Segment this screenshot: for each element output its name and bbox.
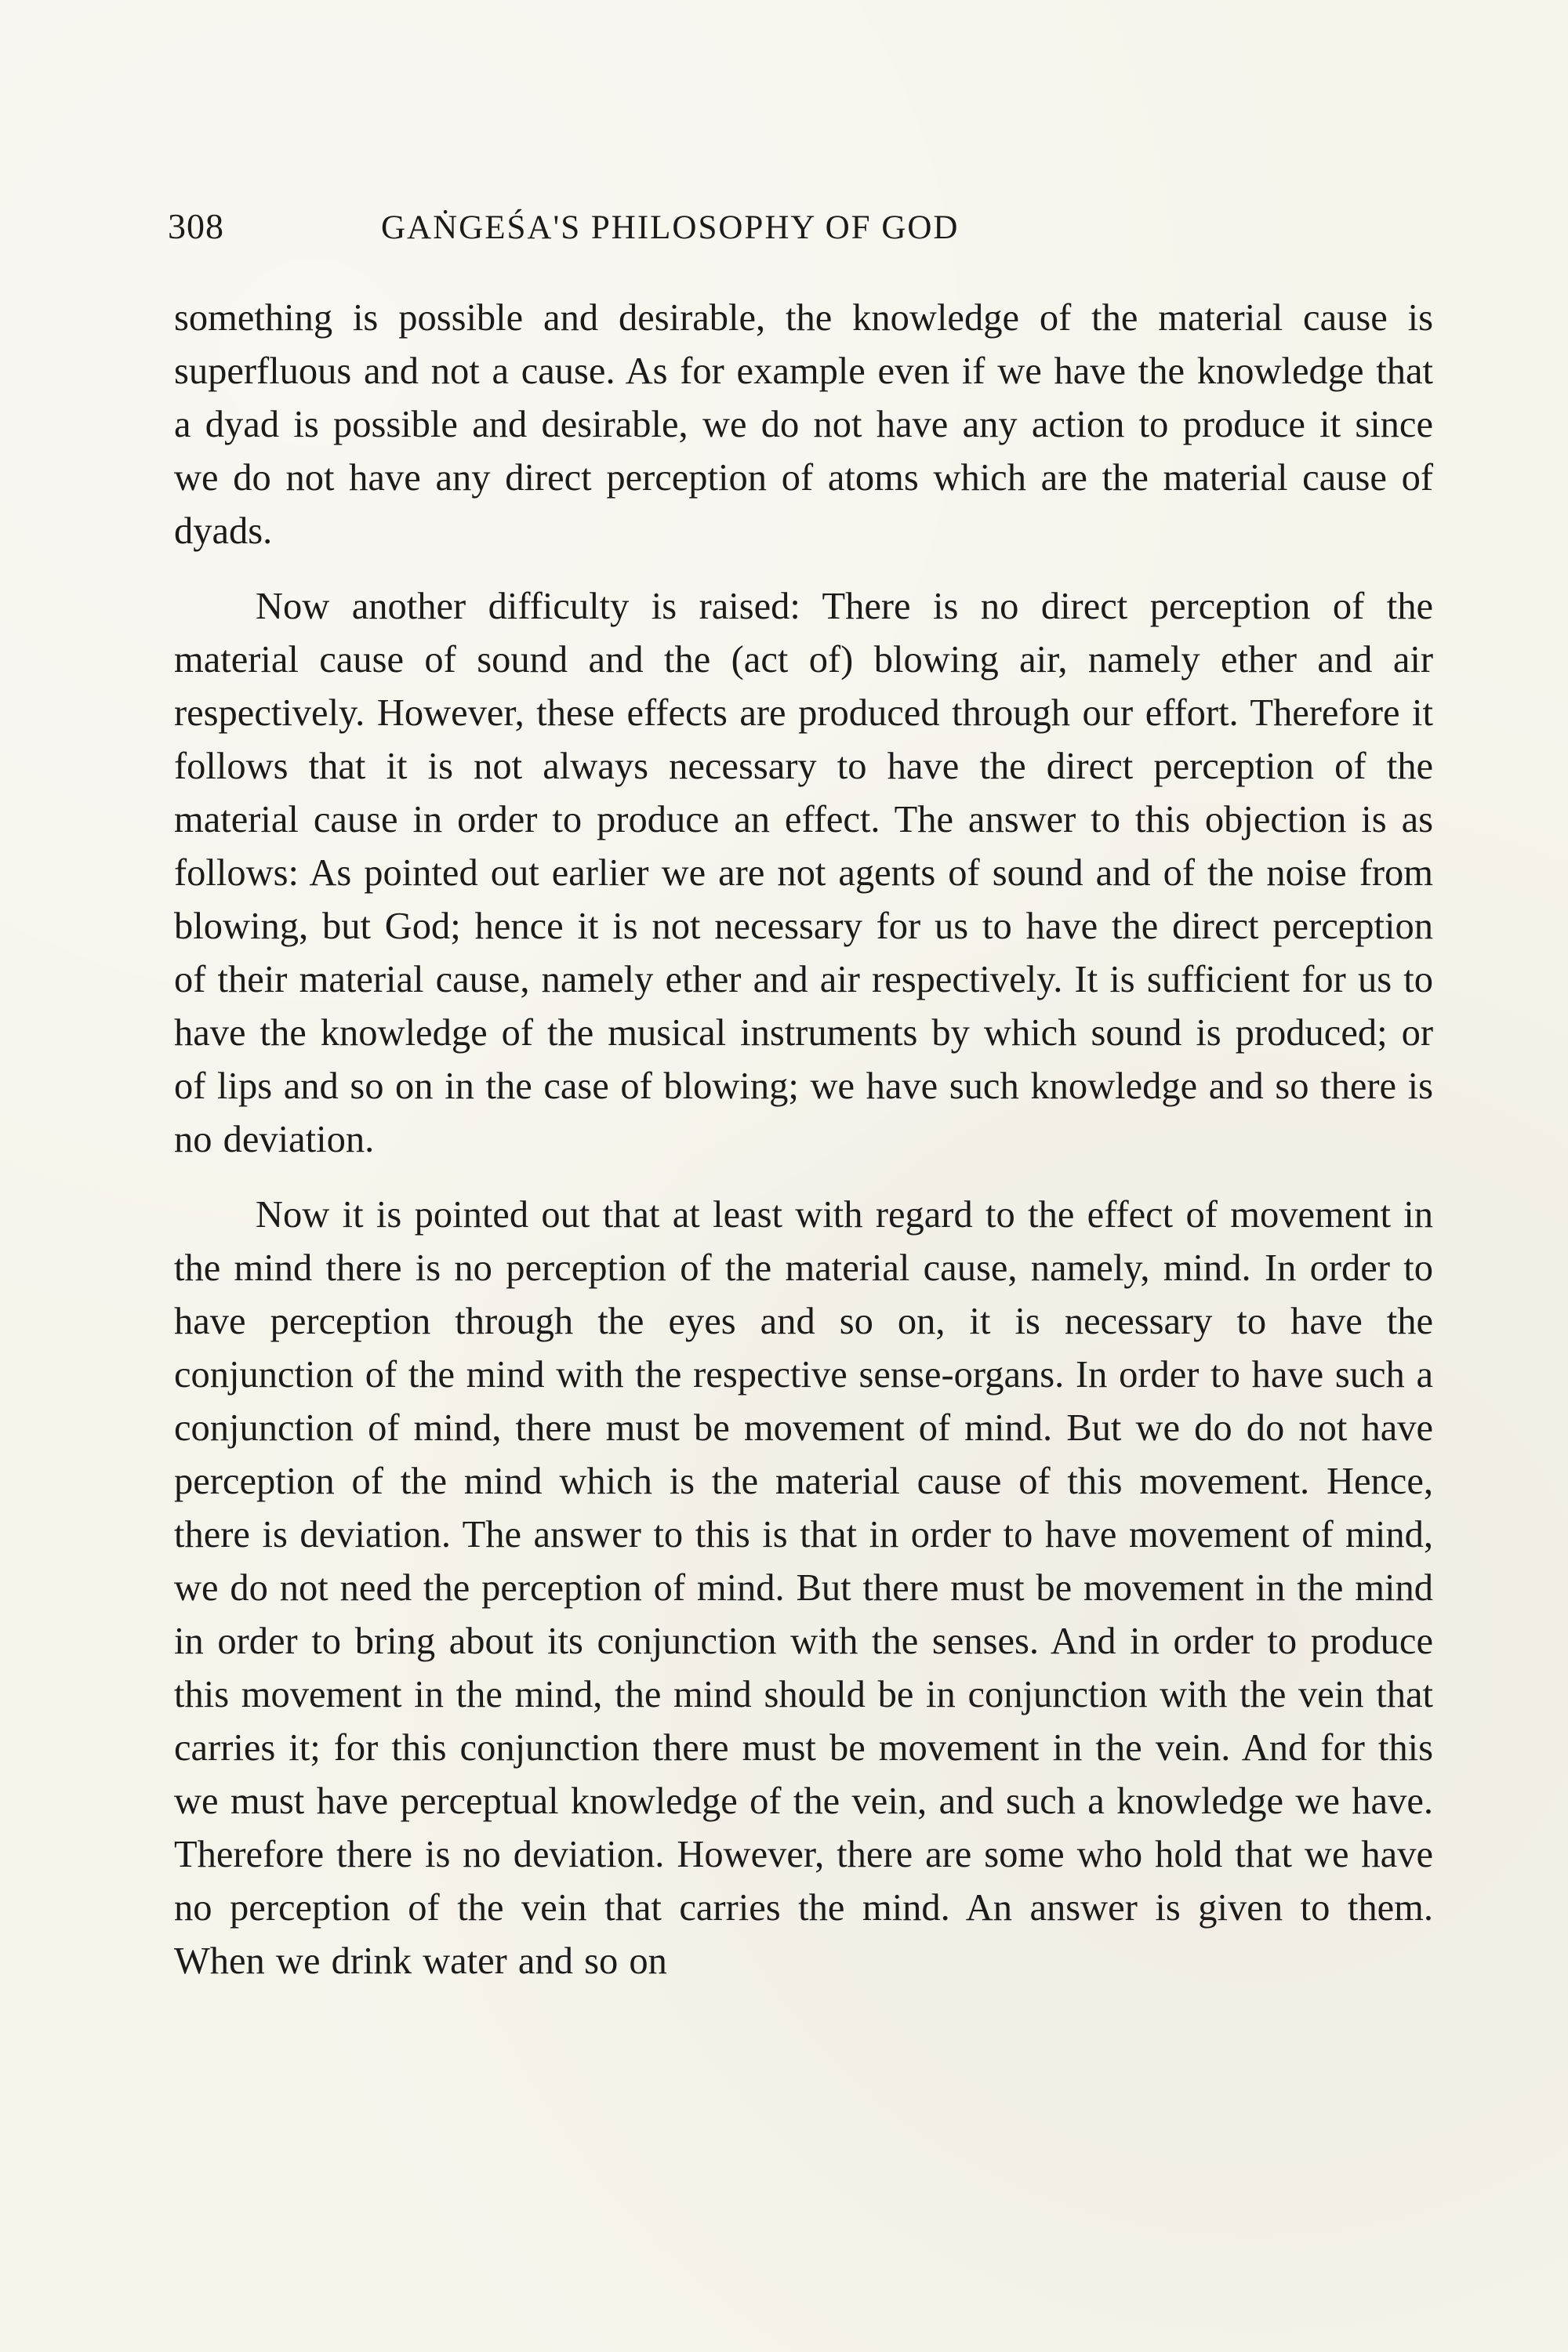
page-number: 308 bbox=[168, 206, 224, 246]
paragraph-3: Now it is pointed out that at least with regard to the effect of movement in the mind there is no perception of the material cause, namely, mind. In order to have perception through the eyes and so on, it is necessary to have the conjunction of the mind with the respective sense-organs. In order to have such a conjunction of mind, there must be movement of mind. But we do do not have perception of the mind which is the material cause of this movement. Hence, there is deviation. The answer to this is that in order to have movement of mind, we do not need the perception of mind. But there must be movement in the mind in order to bring about its conjunction with the senses. And in order to produce this movement in the mind, the mind should be in conjunction with the vein that carries it; for this conjunction there must be movement in the vein. And for this we must have perceptual knowledge of the vein, and such a knowledge we have. Therefore there is no deviation. However, there are some who hold that we have no perception of the vein that carries the mind. An answer is given to them. When we drink water and so on bbox=[174, 1194, 1433, 1982]
body-text bbox=[174, 292, 1433, 2299]
paragraph-1: something is possible and desirable, the knowledge of the material cause is superfluous and not a cause. As for example even if we have the knowledge that a dyad is possible and desirable, we do not have any action to produce it since we do not have any direct perception of atoms which are the material cause of dyads. bbox=[174, 297, 1433, 552]
page-header bbox=[168, 205, 1422, 260]
paragraph-2: Now another difficulty is raised: There is no direct perception of the material cause of sound and the (act of) blowing air, namely ether and air respectively. However, these effects are produced through our effort. Therefore it follows that it is not always necessary to have the direct perception of the material cause in order to produce an effect. The answer to this objection is as follows: As pointed out earlier we are not agents of sound and of the noise from blowing, but God; hence it is not necessary for us to have the direct perception of their material cause, namely ether and air respectively. It is sufficient for us to have the knowledge of the musical instruments by which sound is produced; or of lips and so on in the case of blowing; we have such knowledge and so there is no deviation. bbox=[174, 586, 1433, 1160]
running-title: GAṄGEŚA'S PHILOSOPHY OF GOD bbox=[381, 209, 960, 246]
